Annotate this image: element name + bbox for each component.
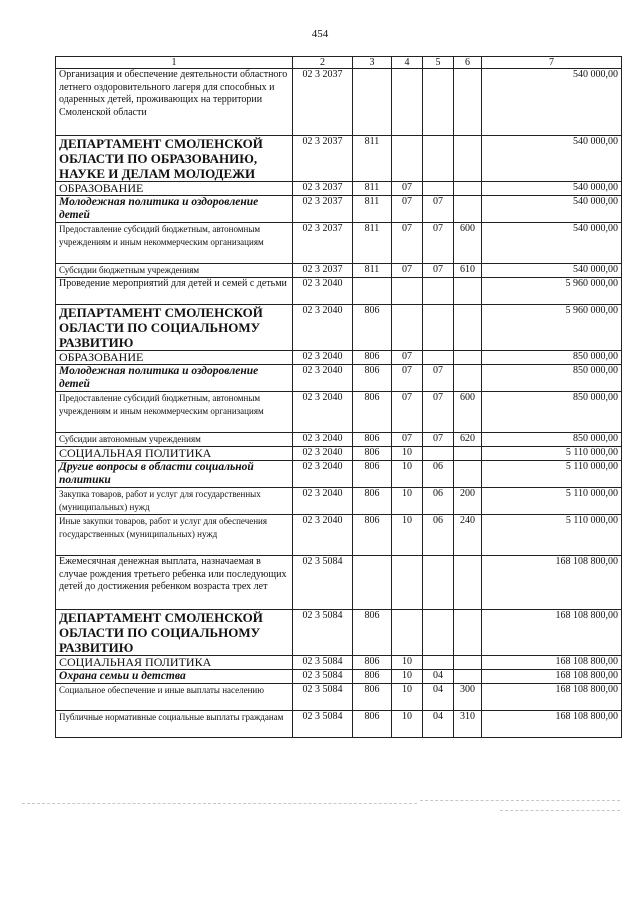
code-cell: 600 [454,223,482,264]
amount: 540 000,00 [482,136,622,182]
code-cell: 06 [423,461,454,488]
row-name: Другие вопросы в области социальной политики [56,461,293,488]
code-cell [423,278,454,305]
code-cell [454,69,482,136]
column-header: 1 [56,57,293,69]
code-cell: 806 [353,610,392,656]
code-cell: 07 [392,392,423,433]
column-header: 3 [353,57,392,69]
code-cell: 806 [353,461,392,488]
code-cell: 06 [423,488,454,515]
target-code: 02 3 2037 [293,264,353,278]
amount: 850 000,00 [482,365,622,392]
amount: 540 000,00 [482,264,622,278]
code-cell: 07 [392,351,423,365]
code-cell [423,351,454,365]
target-code: 02 3 2040 [293,351,353,365]
target-code: 02 3 5084 [293,556,353,610]
table-row [56,305,622,351]
target-code: 02 3 2037 [293,136,353,182]
amount: 5 110 000,00 [482,515,622,556]
code-cell: 806 [353,392,392,433]
table-row [56,223,622,264]
code-cell: 07 [392,223,423,264]
row-name: ОБРАЗОВАНИЕ [56,351,293,365]
column-header: 4 [392,57,423,69]
amount: 5 960 000,00 [482,305,622,351]
amount: 850 000,00 [482,392,622,433]
code-cell [454,447,482,461]
target-code: 02 3 2040 [293,392,353,433]
table-row [56,684,622,711]
code-cell: 811 [353,264,392,278]
code-cell: 04 [423,670,454,684]
code-cell: 10 [392,711,423,738]
row-name: Предоставление субсидий бюджетным, автономным учреждениям и иным некоммерческим организациям [56,223,293,264]
code-cell: 200 [454,488,482,515]
table-row [56,351,622,365]
target-code: 02 3 2037 [293,196,353,223]
table-row [56,711,622,738]
code-cell [454,365,482,392]
code-cell [423,69,454,136]
amount: 540 000,00 [482,69,622,136]
code-cell: 806 [353,351,392,365]
row-name: Субсидии автономным учреждениям [56,433,293,447]
target-code: 02 3 2040 [293,515,353,556]
column-header: 7 [482,57,622,69]
code-cell: 811 [353,196,392,223]
code-cell: 10 [392,461,423,488]
row-name: Ежемесячная денежная выплата, назначаемая в случае рождения третьего ребенка или последующих детей до достижения ребенком возраста трех лет [56,556,293,610]
code-cell: 07 [392,196,423,223]
code-cell [392,305,423,351]
code-cell: 806 [353,656,392,670]
amount: 540 000,00 [482,182,622,196]
table-row [56,196,622,223]
code-cell [423,136,454,182]
target-code: 02 3 2040 [293,278,353,305]
code-cell [454,670,482,684]
code-cell: 10 [392,684,423,711]
target-code: 02 3 5084 [293,656,353,670]
target-code: 02 3 2040 [293,365,353,392]
table-row [56,656,622,670]
row-name: Организация и обеспечение деятельности областного летнего оздоровительного лагеря для способных и одаренных детей, проживающих на территории Смоленской области [56,69,293,136]
code-cell [454,182,482,196]
code-cell: 10 [392,670,423,684]
header-row [56,57,622,69]
row-name: ОБРАЗОВАНИЕ [56,182,293,196]
table-row [56,182,622,196]
table-row [56,278,622,305]
amount: 540 000,00 [482,223,622,264]
amount: 168 108 800,00 [482,684,622,711]
row-name: ДЕПАРТАМЕНТ СМОЛЕНСКОЙ ОБЛАСТИ ПО СОЦИАЛЬНОМУ РАЗВИТИЮ [56,305,293,351]
row-name: Закупка товаров, работ и услуг для государственных (муниципальных) нужд [56,488,293,515]
code-cell: 806 [353,365,392,392]
scan-artifact-line [500,810,620,811]
amount: 850 000,00 [482,433,622,447]
target-code: 02 3 5084 [293,670,353,684]
amount: 5 110 000,00 [482,488,622,515]
target-code: 02 3 2040 [293,447,353,461]
code-cell: 04 [423,711,454,738]
scan-artifact-line [420,800,620,801]
page-number: 454 [311,28,329,40]
code-cell: 806 [353,684,392,711]
code-cell [392,556,423,610]
table-row [56,670,622,684]
code-cell [392,69,423,136]
code-cell [423,447,454,461]
code-cell: 07 [423,223,454,264]
target-code: 02 3 2037 [293,182,353,196]
amount: 5 960 000,00 [482,278,622,305]
amount: 168 108 800,00 [482,670,622,684]
row-name: СОЦИАЛЬНАЯ ПОЛИТИКА [56,447,293,461]
code-cell: 07 [423,433,454,447]
code-cell: 07 [423,264,454,278]
code-cell: 620 [454,433,482,447]
row-name: СОЦИАЛЬНАЯ ПОЛИТИКА [56,656,293,670]
target-code: 02 3 5084 [293,610,353,656]
target-code: 02 3 2040 [293,433,353,447]
row-name: Публичные нормативные социальные выплаты гражданам [56,711,293,738]
code-cell [454,461,482,488]
amount: 168 108 800,00 [482,610,622,656]
code-cell [392,610,423,656]
row-name: ДЕПАРТАМЕНТ СМОЛЕНСКОЙ ОБЛАСТИ ПО СОЦИАЛЬНОМУ РАЗВИТИЮ [56,610,293,656]
target-code: 02 3 2037 [293,223,353,264]
code-cell [423,656,454,670]
table-row [56,392,622,433]
code-cell [353,69,392,136]
table-row [56,365,622,392]
code-cell [423,182,454,196]
amount: 168 108 800,00 [482,656,622,670]
code-cell [392,136,423,182]
code-cell: 04 [423,684,454,711]
code-cell: 806 [353,515,392,556]
amount: 168 108 800,00 [482,556,622,610]
code-cell [423,305,454,351]
amount: 5 110 000,00 [482,447,622,461]
code-cell [392,278,423,305]
code-cell [454,351,482,365]
code-cell: 07 [392,433,423,447]
table-row [56,447,622,461]
code-cell [454,610,482,656]
row-name: Охрана семьи и детства [56,670,293,684]
column-header: 2 [293,57,353,69]
code-cell [454,196,482,223]
code-cell [454,278,482,305]
code-cell [454,656,482,670]
table-row [56,69,622,136]
table-row [56,515,622,556]
code-cell: 07 [423,196,454,223]
target-code: 02 3 2037 [293,69,353,136]
code-cell: 811 [353,223,392,264]
target-code: 02 3 2040 [293,305,353,351]
target-code: 02 3 5084 [293,684,353,711]
code-cell [423,556,454,610]
row-name: Субсидии бюджетным учреждениям [56,264,293,278]
row-name: Молодежная политика и оздоровление детей [56,196,293,223]
row-name: ДЕПАРТАМЕНТ СМОЛЕНСКОЙ ОБЛАСТИ ПО ОБРАЗОВАНИЮ, НАУКЕ И ДЕЛАМ МОЛОДЕЖИ [56,136,293,182]
code-cell [353,556,392,610]
code-cell: 07 [423,365,454,392]
target-code: 02 3 5084 [293,711,353,738]
code-cell: 07 [423,392,454,433]
code-cell [353,278,392,305]
row-name: Социальное обеспечение и иные выплаты населению [56,684,293,711]
scan-artifact-line [22,803,417,804]
table-row [56,610,622,656]
table-row [56,264,622,278]
code-cell: 10 [392,656,423,670]
table-row [56,136,622,182]
target-code: 02 3 2040 [293,488,353,515]
budget-table [55,56,622,738]
table-row [56,488,622,515]
amount: 168 108 800,00 [482,711,622,738]
code-cell [423,610,454,656]
code-cell: 600 [454,392,482,433]
row-name: Иные закупки товаров, работ и услуг для обеспечения государственных (муниципальных) нужд [56,515,293,556]
row-name: Проведение мероприятий для детей и семей с детьми [56,278,293,305]
code-cell: 10 [392,488,423,515]
table-row [56,433,622,447]
code-cell: 806 [353,433,392,447]
code-cell: 811 [353,182,392,196]
amount: 850 000,00 [482,351,622,365]
code-cell: 07 [392,264,423,278]
amount: 5 110 000,00 [482,461,622,488]
column-header: 5 [423,57,454,69]
target-code: 02 3 2040 [293,461,353,488]
code-cell: 07 [392,365,423,392]
code-cell: 806 [353,305,392,351]
code-cell [454,556,482,610]
code-cell: 806 [353,488,392,515]
table-row [56,556,622,610]
code-cell: 300 [454,684,482,711]
code-cell [454,136,482,182]
row-name: Молодежная политика и оздоровление детей [56,365,293,392]
table-row [56,461,622,488]
column-header: 6 [454,57,482,69]
code-cell: 240 [454,515,482,556]
code-cell: 10 [392,447,423,461]
amount: 540 000,00 [482,196,622,223]
code-cell: 806 [353,670,392,684]
code-cell: 811 [353,136,392,182]
code-cell: 806 [353,711,392,738]
code-cell [454,305,482,351]
code-cell: 610 [454,264,482,278]
code-cell: 07 [392,182,423,196]
code-cell: 806 [353,447,392,461]
row-name: Предоставление субсидий бюджетным, автономным учреждениям и иным некоммерческим организациям [56,392,293,433]
code-cell: 06 [423,515,454,556]
code-cell: 10 [392,515,423,556]
code-cell: 310 [454,711,482,738]
